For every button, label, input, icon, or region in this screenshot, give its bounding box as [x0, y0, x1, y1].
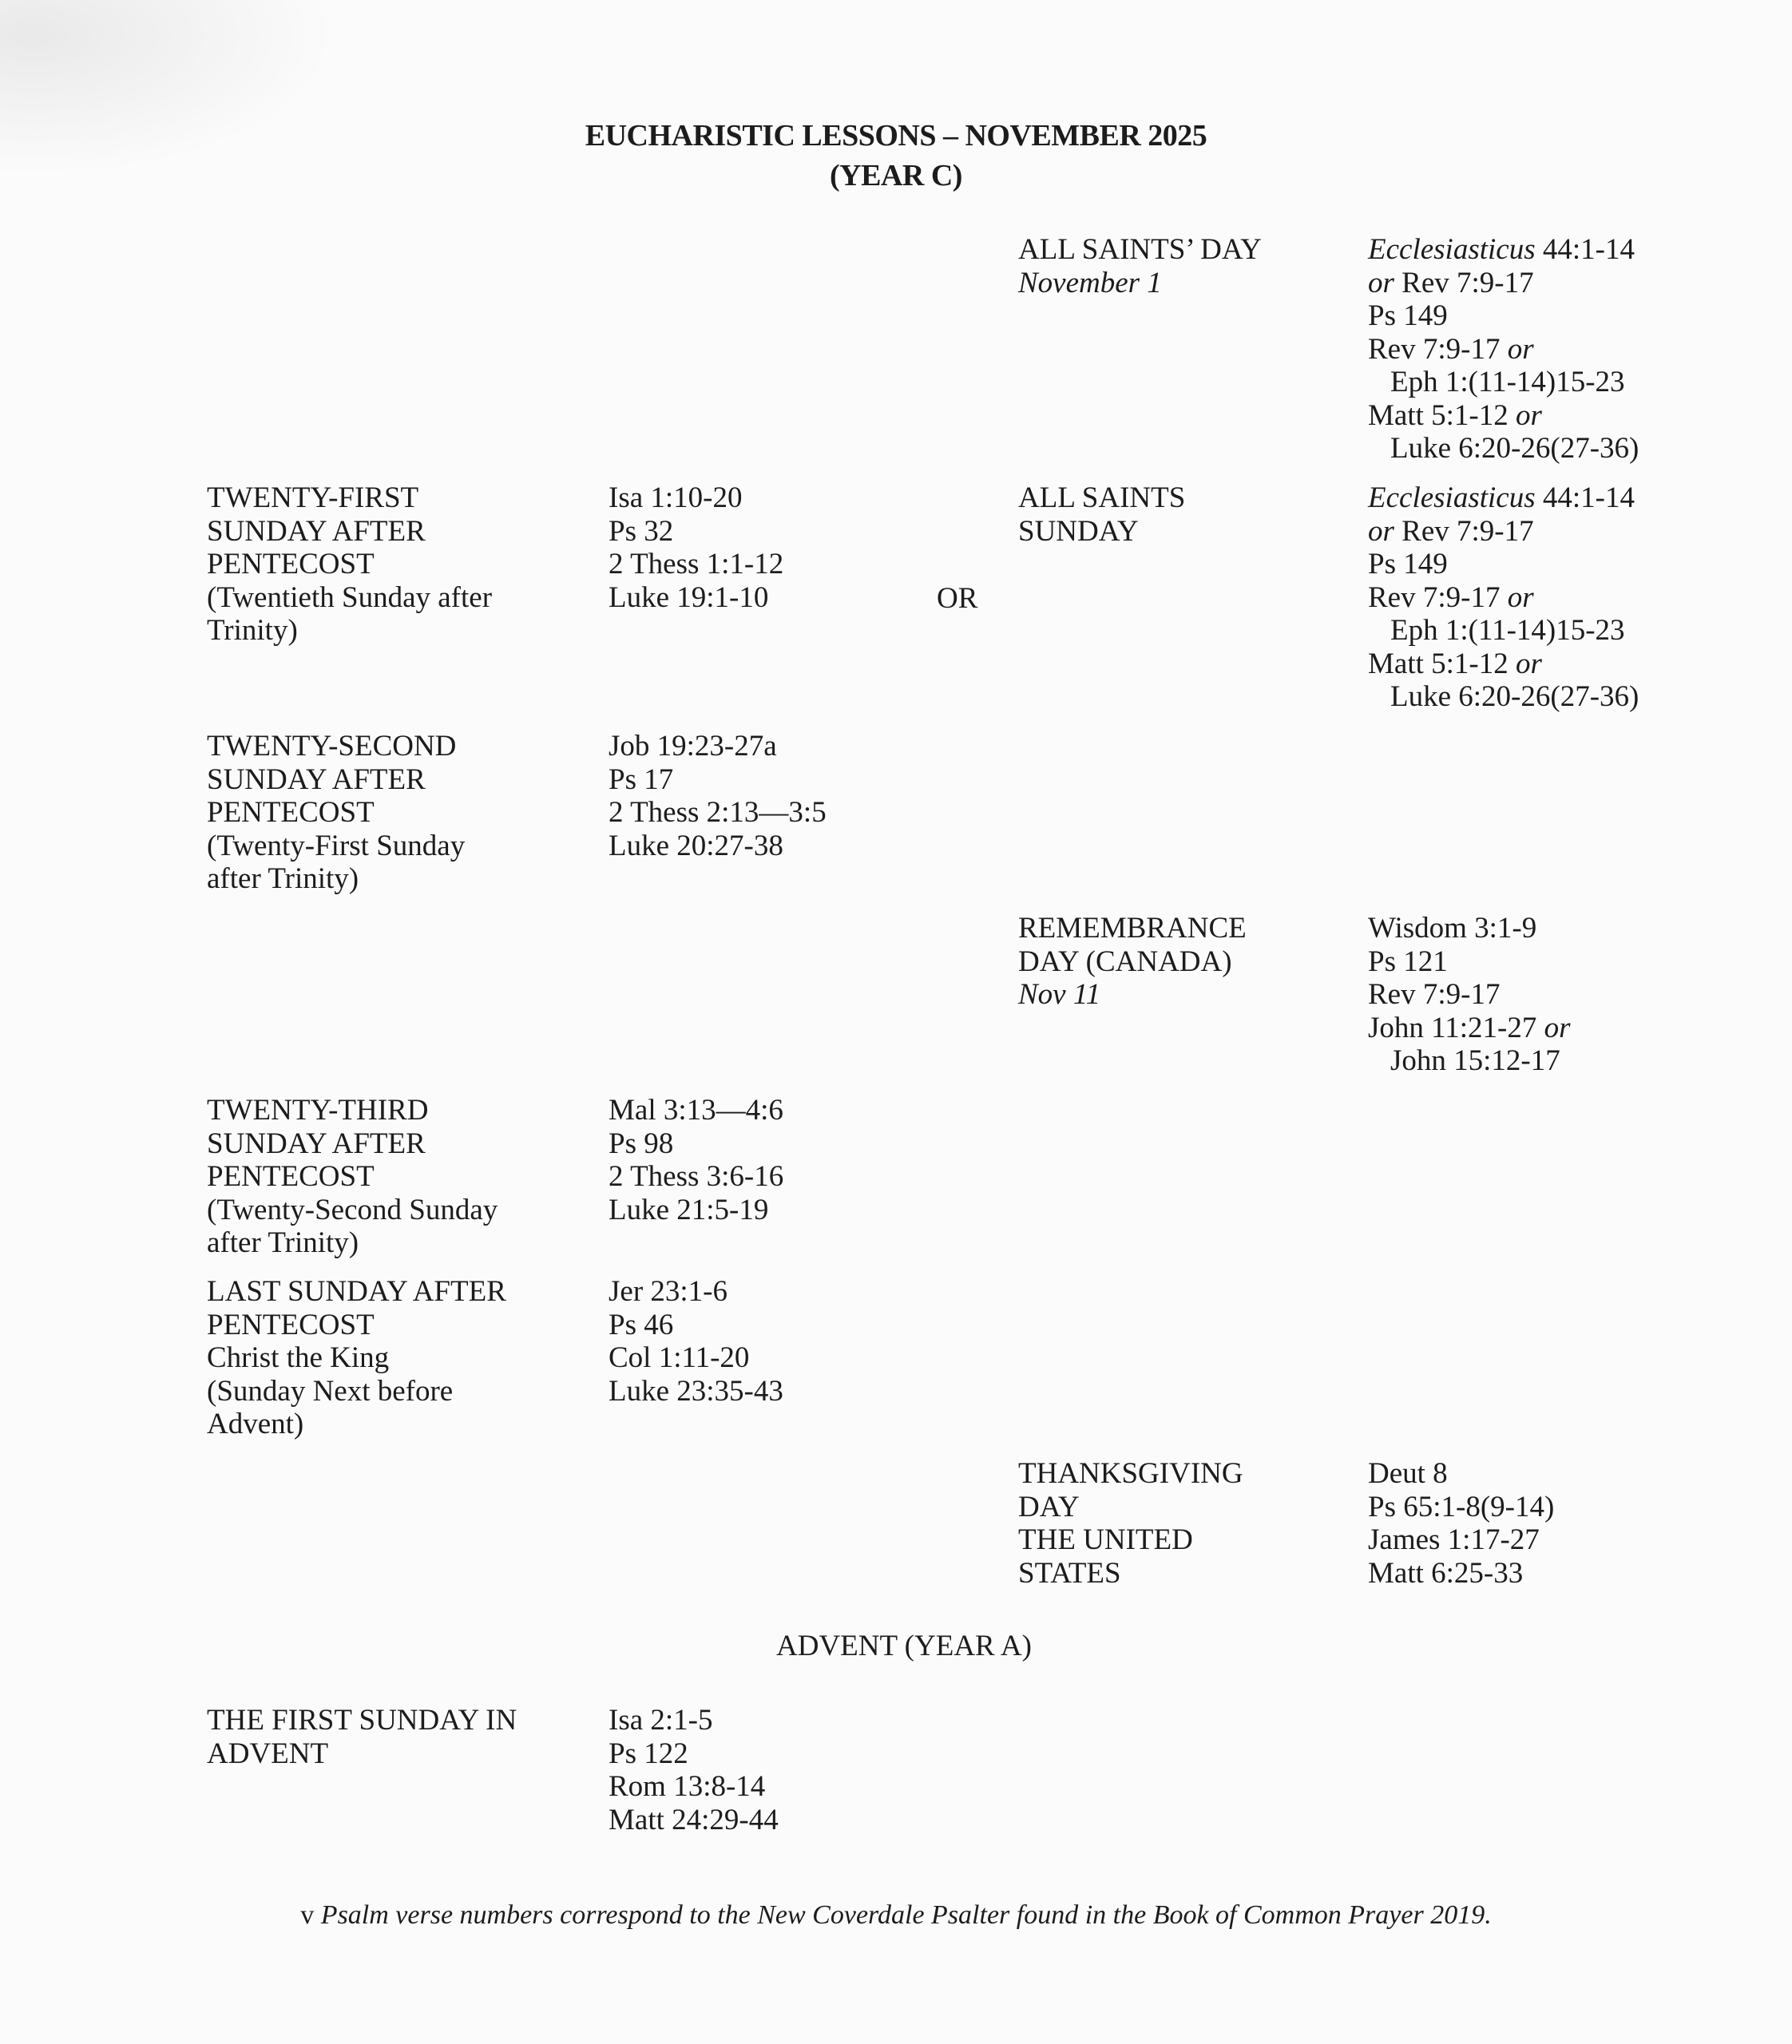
reading: 2 Thess 1:1-12: [609, 548, 784, 580]
feast-name: ALL SAINTS’ DAY: [1018, 233, 1262, 266]
gospel: John 11:21-27: [1368, 1011, 1544, 1044]
reading: 2 Thess 3:6-16: [609, 1160, 784, 1193]
reading: Col 1:11-20: [609, 1341, 750, 1374]
reading: Job 19:23-27a: [609, 730, 777, 763]
psalm: Ps 149: [1368, 299, 1448, 332]
gospel: Matt 5:1-12: [1368, 398, 1516, 432]
first-reading-ref: 44:1-14: [1535, 233, 1635, 266]
reading: James 1:17-27: [1368, 1523, 1540, 1556]
advent-heading: ADVENT (YEAR A): [776, 1630, 1032, 1662]
reading: Rom 13:8-14: [609, 1770, 766, 1803]
advent-1-title: [207, 1704, 517, 1770]
remembrance-day-readings: [1368, 912, 1571, 1078]
reading: Mal 3:13—4:6: [609, 1094, 783, 1127]
remembrance-day-title: [1018, 912, 1247, 1012]
line: (Twenty-Second Sunday: [207, 1193, 498, 1226]
sunday-21-title: [207, 481, 492, 648]
line: (Sunday Next before: [207, 1374, 454, 1408]
line: Advent): [207, 1408, 304, 1440]
reading: Ps 122: [609, 1737, 688, 1770]
or-word: or: [1507, 332, 1534, 366]
reading: Deut 8: [1368, 1457, 1448, 1490]
first-reading-alt: Rev 7:9-17: [1394, 514, 1534, 548]
gospel-alt: John 15:12-17: [1390, 1044, 1560, 1077]
footnote-mark: v: [300, 1900, 315, 1930]
or-word: or: [1515, 647, 1542, 680]
reading: Ps 32: [609, 514, 674, 548]
gospel-alt: Luke 6:20-26(27-36): [1390, 680, 1639, 713]
or-word: or: [1515, 398, 1542, 432]
second-reading: Rev 7:9-17: [1368, 332, 1508, 366]
all-saints-sunday-title: [1018, 481, 1185, 548]
reading: 2 Thess 2:13—3:5: [609, 796, 827, 829]
reading: Luke 20:27-38: [609, 829, 783, 862]
reading: Ps 17: [609, 763, 674, 796]
feast-date: Nov 11: [1018, 978, 1101, 1011]
second-reading: Rev 7:9-17: [1368, 580, 1508, 614]
sunday-23-readings: [609, 1094, 783, 1226]
line: Trinity): [207, 614, 298, 647]
or-separator: OR: [937, 582, 978, 615]
last-sunday-title: [207, 1275, 506, 1441]
reading: Isa 2:1-5: [609, 1704, 713, 1737]
sunday-23-title: [207, 1094, 498, 1260]
gospel-alt: Luke 6:20-26(27-36): [1390, 432, 1639, 465]
first-reading: Wisdom 3:1-9: [1368, 912, 1537, 945]
or-word: or: [1544, 1011, 1571, 1044]
reading: Luke 21:5-19: [609, 1193, 769, 1226]
first-reading-book: Ecclesiasticus: [1368, 233, 1536, 266]
footnote: [0, 1900, 1792, 1931]
reading: Matt 6:25-33: [1368, 1556, 1524, 1590]
thanksgiving-readings: [1368, 1457, 1554, 1590]
footnote-text: Psalm verse numbers correspond to the New Coverdale Psalter found in the Book of Common Prayer 2019.: [314, 1900, 1492, 1930]
page-title: EUCHARISTIC LESSONS – NOVEMBER 2025: [585, 119, 1207, 153]
second-reading-alt: Eph 1:(11-14)15-23: [1390, 366, 1625, 398]
reading: Ps 46: [609, 1308, 674, 1341]
or-word: or: [1368, 266, 1394, 299]
line: SUNDAY AFTER: [207, 1127, 426, 1160]
line: LAST SUNDAY AFTER: [207, 1275, 506, 1308]
all-saints-day-title: [1018, 233, 1262, 299]
reading: Luke 23:35-43: [609, 1374, 783, 1408]
line: DAY: [1018, 1490, 1080, 1523]
first-reading-ref: 44:1-14: [1535, 481, 1635, 514]
line: PENTECOST: [207, 1308, 375, 1341]
line: SUNDAY AFTER: [207, 514, 426, 548]
second-reading-alt: Eph 1:(11-14)15-23: [1390, 614, 1625, 647]
line: SUNDAY: [1018, 514, 1139, 548]
line: Christ the King: [207, 1341, 390, 1374]
line: ALL SAINTS: [1018, 481, 1186, 514]
line: PENTECOST: [207, 548, 375, 580]
reading: Ps 98: [609, 1127, 674, 1160]
last-sunday-readings: [609, 1275, 783, 1408]
second-reading: Rev 7:9-17: [1368, 978, 1501, 1011]
line: after Trinity): [207, 1226, 359, 1259]
page-subtitle: (YEAR C): [830, 159, 962, 192]
line: PENTECOST: [207, 1160, 375, 1193]
line: REMEMBRANCE: [1018, 912, 1247, 945]
reading: Luke 19:1-10: [609, 580, 769, 614]
line: THE FIRST SUNDAY IN: [207, 1704, 517, 1737]
sunday-22-title: [207, 730, 465, 896]
reading: Jer 23:1-6: [609, 1275, 728, 1308]
reading: Isa 1:10-20: [609, 481, 743, 514]
or-word: or: [1368, 514, 1394, 548]
line: STATES: [1018, 1556, 1121, 1590]
all-saints-day-readings: [1368, 233, 1639, 465]
line: TWENTY-SECOND: [207, 730, 457, 763]
line: THANKSGIVING: [1018, 1457, 1243, 1490]
or-word: or: [1507, 580, 1534, 614]
advent-1-readings: [609, 1704, 779, 1836]
first-reading-book: Ecclesiasticus: [1368, 481, 1536, 514]
reading: Ps 65:1-8(9-14): [1368, 1490, 1555, 1523]
line: (Twentieth Sunday after: [207, 580, 493, 614]
line: DAY (CANADA): [1018, 945, 1232, 978]
reading: Matt 24:29-44: [609, 1803, 779, 1836]
line: TWENTY-THIRD: [207, 1094, 429, 1127]
line: (Twenty-First Sunday: [207, 829, 466, 862]
psalm: Ps 149: [1368, 548, 1448, 580]
line: SUNDAY AFTER: [207, 763, 426, 796]
line: PENTECOST: [207, 796, 375, 829]
feast-date: November 1: [1018, 266, 1162, 299]
line: after Trinity): [207, 862, 359, 895]
thanksgiving-title: [1018, 1457, 1243, 1590]
all-saints-sunday-readings: [1368, 481, 1639, 714]
first-reading-alt: Rev 7:9-17: [1394, 266, 1534, 299]
line: TWENTY-FIRST: [207, 481, 419, 514]
sunday-21-readings: [609, 481, 783, 614]
line: THE UNITED: [1018, 1523, 1193, 1556]
line: ADVENT: [207, 1737, 329, 1770]
psalm: Ps 121: [1368, 945, 1448, 978]
sunday-22-readings: [609, 730, 827, 862]
gospel: Matt 5:1-12: [1368, 647, 1516, 680]
